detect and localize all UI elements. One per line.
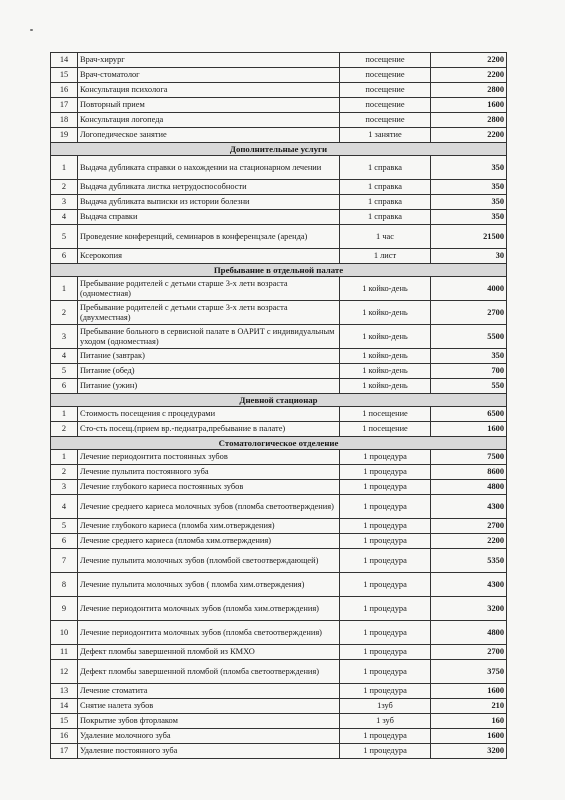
service-name: Врач-хирург	[78, 53, 340, 68]
service-name: Проведение конференций, семинаров в конференцзале (аренда)	[78, 225, 340, 249]
service-price: 2200	[431, 53, 507, 68]
table-row	[51, 465, 507, 480]
service-price: 350	[431, 210, 507, 225]
table-row	[51, 128, 507, 143]
service-price: 5350	[431, 549, 507, 573]
unit-of-measure: 1 занятие	[340, 128, 431, 143]
row-number: 10	[51, 621, 78, 645]
table-row	[51, 113, 507, 128]
service-price: 21500	[431, 225, 507, 249]
row-number: 3	[51, 325, 78, 349]
service-name: Лечение глубокого кариеса (пломба хим.отверждения)	[78, 519, 340, 534]
table-row	[51, 699, 507, 714]
service-name: Лечение стоматита	[78, 684, 340, 699]
service-name: Питание (ужин)	[78, 379, 340, 394]
table-row	[51, 83, 507, 98]
unit-of-measure: 1 процедура	[340, 519, 431, 534]
row-number: 4	[51, 210, 78, 225]
row-number: 17	[51, 744, 78, 759]
row-number: 17	[51, 98, 78, 113]
row-number: 5	[51, 519, 78, 534]
service-name: Лечение пульпита молочных зубов (пломбой светоотверждающей)	[78, 549, 340, 573]
service-price: 3200	[431, 744, 507, 759]
table-row	[51, 210, 507, 225]
service-name: Лечение пульпита постоянного зуба	[78, 465, 340, 480]
unit-of-measure: 1 процедура	[340, 684, 431, 699]
unit-of-measure: 1 койко-день	[340, 364, 431, 379]
service-price: 160	[431, 714, 507, 729]
row-number: 2	[51, 180, 78, 195]
row-number: 6	[51, 534, 78, 549]
table-row	[51, 277, 507, 301]
unit-of-measure: 1 процедура	[340, 729, 431, 744]
table-row	[51, 549, 507, 573]
row-number: 11	[51, 645, 78, 660]
service-price: 8600	[431, 465, 507, 480]
service-price: 2800	[431, 113, 507, 128]
service-name: Снятие налета зубов	[78, 699, 340, 714]
table-row	[51, 422, 507, 437]
row-number: 18	[51, 113, 78, 128]
service-price: 4000	[431, 277, 507, 301]
service-name: Выдача дубликата листка нетрудоспособности	[78, 180, 340, 195]
service-price: 2200	[431, 534, 507, 549]
service-name: Покрытие зубов фторлаком	[78, 714, 340, 729]
service-price: 210	[431, 699, 507, 714]
unit-of-measure: 1 процедура	[340, 495, 431, 519]
row-number: 4	[51, 495, 78, 519]
service-name: Лечение среднего кариеса молочных зубов (пломба светоотверждения)	[78, 495, 340, 519]
price-list-body	[51, 53, 507, 759]
service-price: 4300	[431, 573, 507, 597]
service-price: 2800	[431, 83, 507, 98]
unit-of-measure: 1зуб	[340, 699, 431, 714]
service-name: Пребывание больного в сервисной палате в ОАРИТ с индивидуальным уходом (одноместная)	[78, 325, 340, 349]
table-row	[51, 325, 507, 349]
unit-of-measure: 1 справка	[340, 156, 431, 180]
service-price: 2700	[431, 301, 507, 325]
unit-of-measure: 1 процедура	[340, 597, 431, 621]
unit-of-measure: 1 процедура	[340, 573, 431, 597]
service-price: 6500	[431, 407, 507, 422]
unit-of-measure: посещение	[340, 53, 431, 68]
table-row	[51, 407, 507, 422]
service-name: Питание (завтрак)	[78, 349, 340, 364]
row-number: 1	[51, 407, 78, 422]
row-number: 15	[51, 68, 78, 83]
table-row	[51, 714, 507, 729]
section-header-row	[51, 264, 507, 277]
service-name: Врач-стоматолог	[78, 68, 340, 83]
service-name: Консультация логопеда	[78, 113, 340, 128]
section-title: Стоматологическое отделение	[51, 437, 507, 450]
unit-of-measure: посещение	[340, 68, 431, 83]
table-row	[51, 729, 507, 744]
service-price: 2700	[431, 519, 507, 534]
table-row	[51, 68, 507, 83]
service-price: 2700	[431, 645, 507, 660]
row-number: 2	[51, 301, 78, 325]
service-name: Выдача дубликата выписки из истории болезни	[78, 195, 340, 210]
unit-of-measure: 1 процедура	[340, 621, 431, 645]
row-number: 3	[51, 195, 78, 210]
table-row	[51, 660, 507, 684]
service-name: Логопедическое занятие	[78, 128, 340, 143]
unit-of-measure: 1 процедура	[340, 450, 431, 465]
table-row	[51, 180, 507, 195]
row-number: 14	[51, 53, 78, 68]
table-row	[51, 53, 507, 68]
service-price: 2200	[431, 128, 507, 143]
unit-of-measure: 1 лист	[340, 249, 431, 264]
unit-of-measure: 1 посещение	[340, 407, 431, 422]
row-number: 16	[51, 729, 78, 744]
service-price: 350	[431, 349, 507, 364]
service-name: Лечение среднего кариеса (пломба хим.отверждения)	[78, 534, 340, 549]
row-number: 6	[51, 379, 78, 394]
service-name: Пребывание родителей с детьми старше 3-х летн возраста (двухместная)	[78, 301, 340, 325]
service-name: Ксерокопия	[78, 249, 340, 264]
table-row	[51, 225, 507, 249]
service-name: Удаление молочного зуба	[78, 729, 340, 744]
unit-of-measure: 1 процедура	[340, 645, 431, 660]
section-header-row	[51, 143, 507, 156]
row-number: 12	[51, 660, 78, 684]
section-title: Пребывание в отдельной палате	[51, 264, 507, 277]
row-number: 2	[51, 465, 78, 480]
service-name: Дефект пломбы завершенной пломбой (пломба светоотверждения)	[78, 660, 340, 684]
unit-of-measure: 1 процедура	[340, 534, 431, 549]
service-price: 1600	[431, 422, 507, 437]
table-row	[51, 249, 507, 264]
unit-of-measure: 1 справка	[340, 180, 431, 195]
service-price: 5500	[431, 325, 507, 349]
unit-of-measure: 1 справка	[340, 195, 431, 210]
unit-of-measure: 1 процедура	[340, 480, 431, 495]
service-name: Лечение глубокого кариеса постоянных зубов	[78, 480, 340, 495]
unit-of-measure: 1 койко-день	[340, 301, 431, 325]
row-number: 13	[51, 684, 78, 699]
row-number: 5	[51, 364, 78, 379]
table-row	[51, 364, 507, 379]
service-name: Лечение периодонтита постоянных зубов	[78, 450, 340, 465]
service-price: 4800	[431, 621, 507, 645]
table-row	[51, 645, 507, 660]
table-row	[51, 195, 507, 210]
unit-of-measure: посещение	[340, 83, 431, 98]
service-name: Удаление постоянного зуба	[78, 744, 340, 759]
unit-of-measure: 1 процедура	[340, 660, 431, 684]
service-name: Питание (обед)	[78, 364, 340, 379]
section-header-row	[51, 437, 507, 450]
row-number: 6	[51, 249, 78, 264]
unit-of-measure: 1 зуб	[340, 714, 431, 729]
service-price: 4300	[431, 495, 507, 519]
table-row	[51, 684, 507, 699]
service-name: Лечение периодонтита молочных зубов (пломба хим.отверждения)	[78, 597, 340, 621]
section-title: Дневной стационар	[51, 394, 507, 407]
service-name: Лечение пульпита молочных зубов ( пломба хим.отверждения)	[78, 573, 340, 597]
service-name: Лечение периодонтита молочных зубов (пломба светоотверждения)	[78, 621, 340, 645]
service-name: Консультация психолога	[78, 83, 340, 98]
scan-speck	[30, 29, 33, 31]
unit-of-measure: 1 процедура	[340, 465, 431, 480]
service-price: 4800	[431, 480, 507, 495]
service-price: 1600	[431, 729, 507, 744]
unit-of-measure: 1 койко-день	[340, 349, 431, 364]
row-number: 16	[51, 83, 78, 98]
unit-of-measure: 1 койко-день	[340, 277, 431, 301]
table-row	[51, 573, 507, 597]
row-number: 1	[51, 277, 78, 301]
service-name: Стоимость посещения с процедурами	[78, 407, 340, 422]
unit-of-measure: 1 час	[340, 225, 431, 249]
unit-of-measure: посещение	[340, 98, 431, 113]
table-row	[51, 480, 507, 495]
unit-of-measure: 1 справка	[340, 210, 431, 225]
service-price: 3750	[431, 660, 507, 684]
row-number: 15	[51, 714, 78, 729]
service-name: Выдача дубликата справки о нахождении на стационарном лечении	[78, 156, 340, 180]
unit-of-measure: 1 посещение	[340, 422, 431, 437]
service-price: 700	[431, 364, 507, 379]
row-number: 9	[51, 597, 78, 621]
unit-of-measure: 1 койко-день	[340, 325, 431, 349]
service-price: 2200	[431, 68, 507, 83]
table-row	[51, 301, 507, 325]
table-row	[51, 621, 507, 645]
service-price: 3200	[431, 597, 507, 621]
unit-of-measure: 1 процедура	[340, 549, 431, 573]
row-number: 3	[51, 480, 78, 495]
section-title: Дополнительные услуги	[51, 143, 507, 156]
row-number: 1	[51, 450, 78, 465]
row-number: 2	[51, 422, 78, 437]
row-number: 14	[51, 699, 78, 714]
row-number: 7	[51, 549, 78, 573]
price-list-table	[50, 52, 507, 759]
service-price: 550	[431, 379, 507, 394]
service-price: 350	[431, 180, 507, 195]
table-row	[51, 450, 507, 465]
service-price: 30	[431, 249, 507, 264]
service-price: 350	[431, 195, 507, 210]
row-number: 8	[51, 573, 78, 597]
service-name: Сто-сть посещ.(прием вр.-педиатра,пребывание в палате)	[78, 422, 340, 437]
table-row	[51, 349, 507, 364]
table-row	[51, 534, 507, 549]
table-row	[51, 597, 507, 621]
row-number: 19	[51, 128, 78, 143]
table-row	[51, 379, 507, 394]
table-row	[51, 98, 507, 113]
table-row	[51, 519, 507, 534]
service-name: Пребывание родителей с детьми старше 3-х летн возраста (одноместная)	[78, 277, 340, 301]
unit-of-measure: посещение	[340, 113, 431, 128]
service-name: Дефект пломбы завершенной пломбой из КМХО	[78, 645, 340, 660]
service-price: 7500	[431, 450, 507, 465]
service-price: 350	[431, 156, 507, 180]
table-row	[51, 744, 507, 759]
row-number: 1	[51, 156, 78, 180]
service-price: 1600	[431, 98, 507, 113]
section-header-row	[51, 394, 507, 407]
table-row	[51, 156, 507, 180]
service-name: Выдача справки	[78, 210, 340, 225]
row-number: 4	[51, 349, 78, 364]
row-number: 5	[51, 225, 78, 249]
service-name: Повторный прием	[78, 98, 340, 113]
table-row	[51, 495, 507, 519]
service-price: 1600	[431, 684, 507, 699]
unit-of-measure: 1 койко-день	[340, 379, 431, 394]
unit-of-measure: 1 процедура	[340, 744, 431, 759]
